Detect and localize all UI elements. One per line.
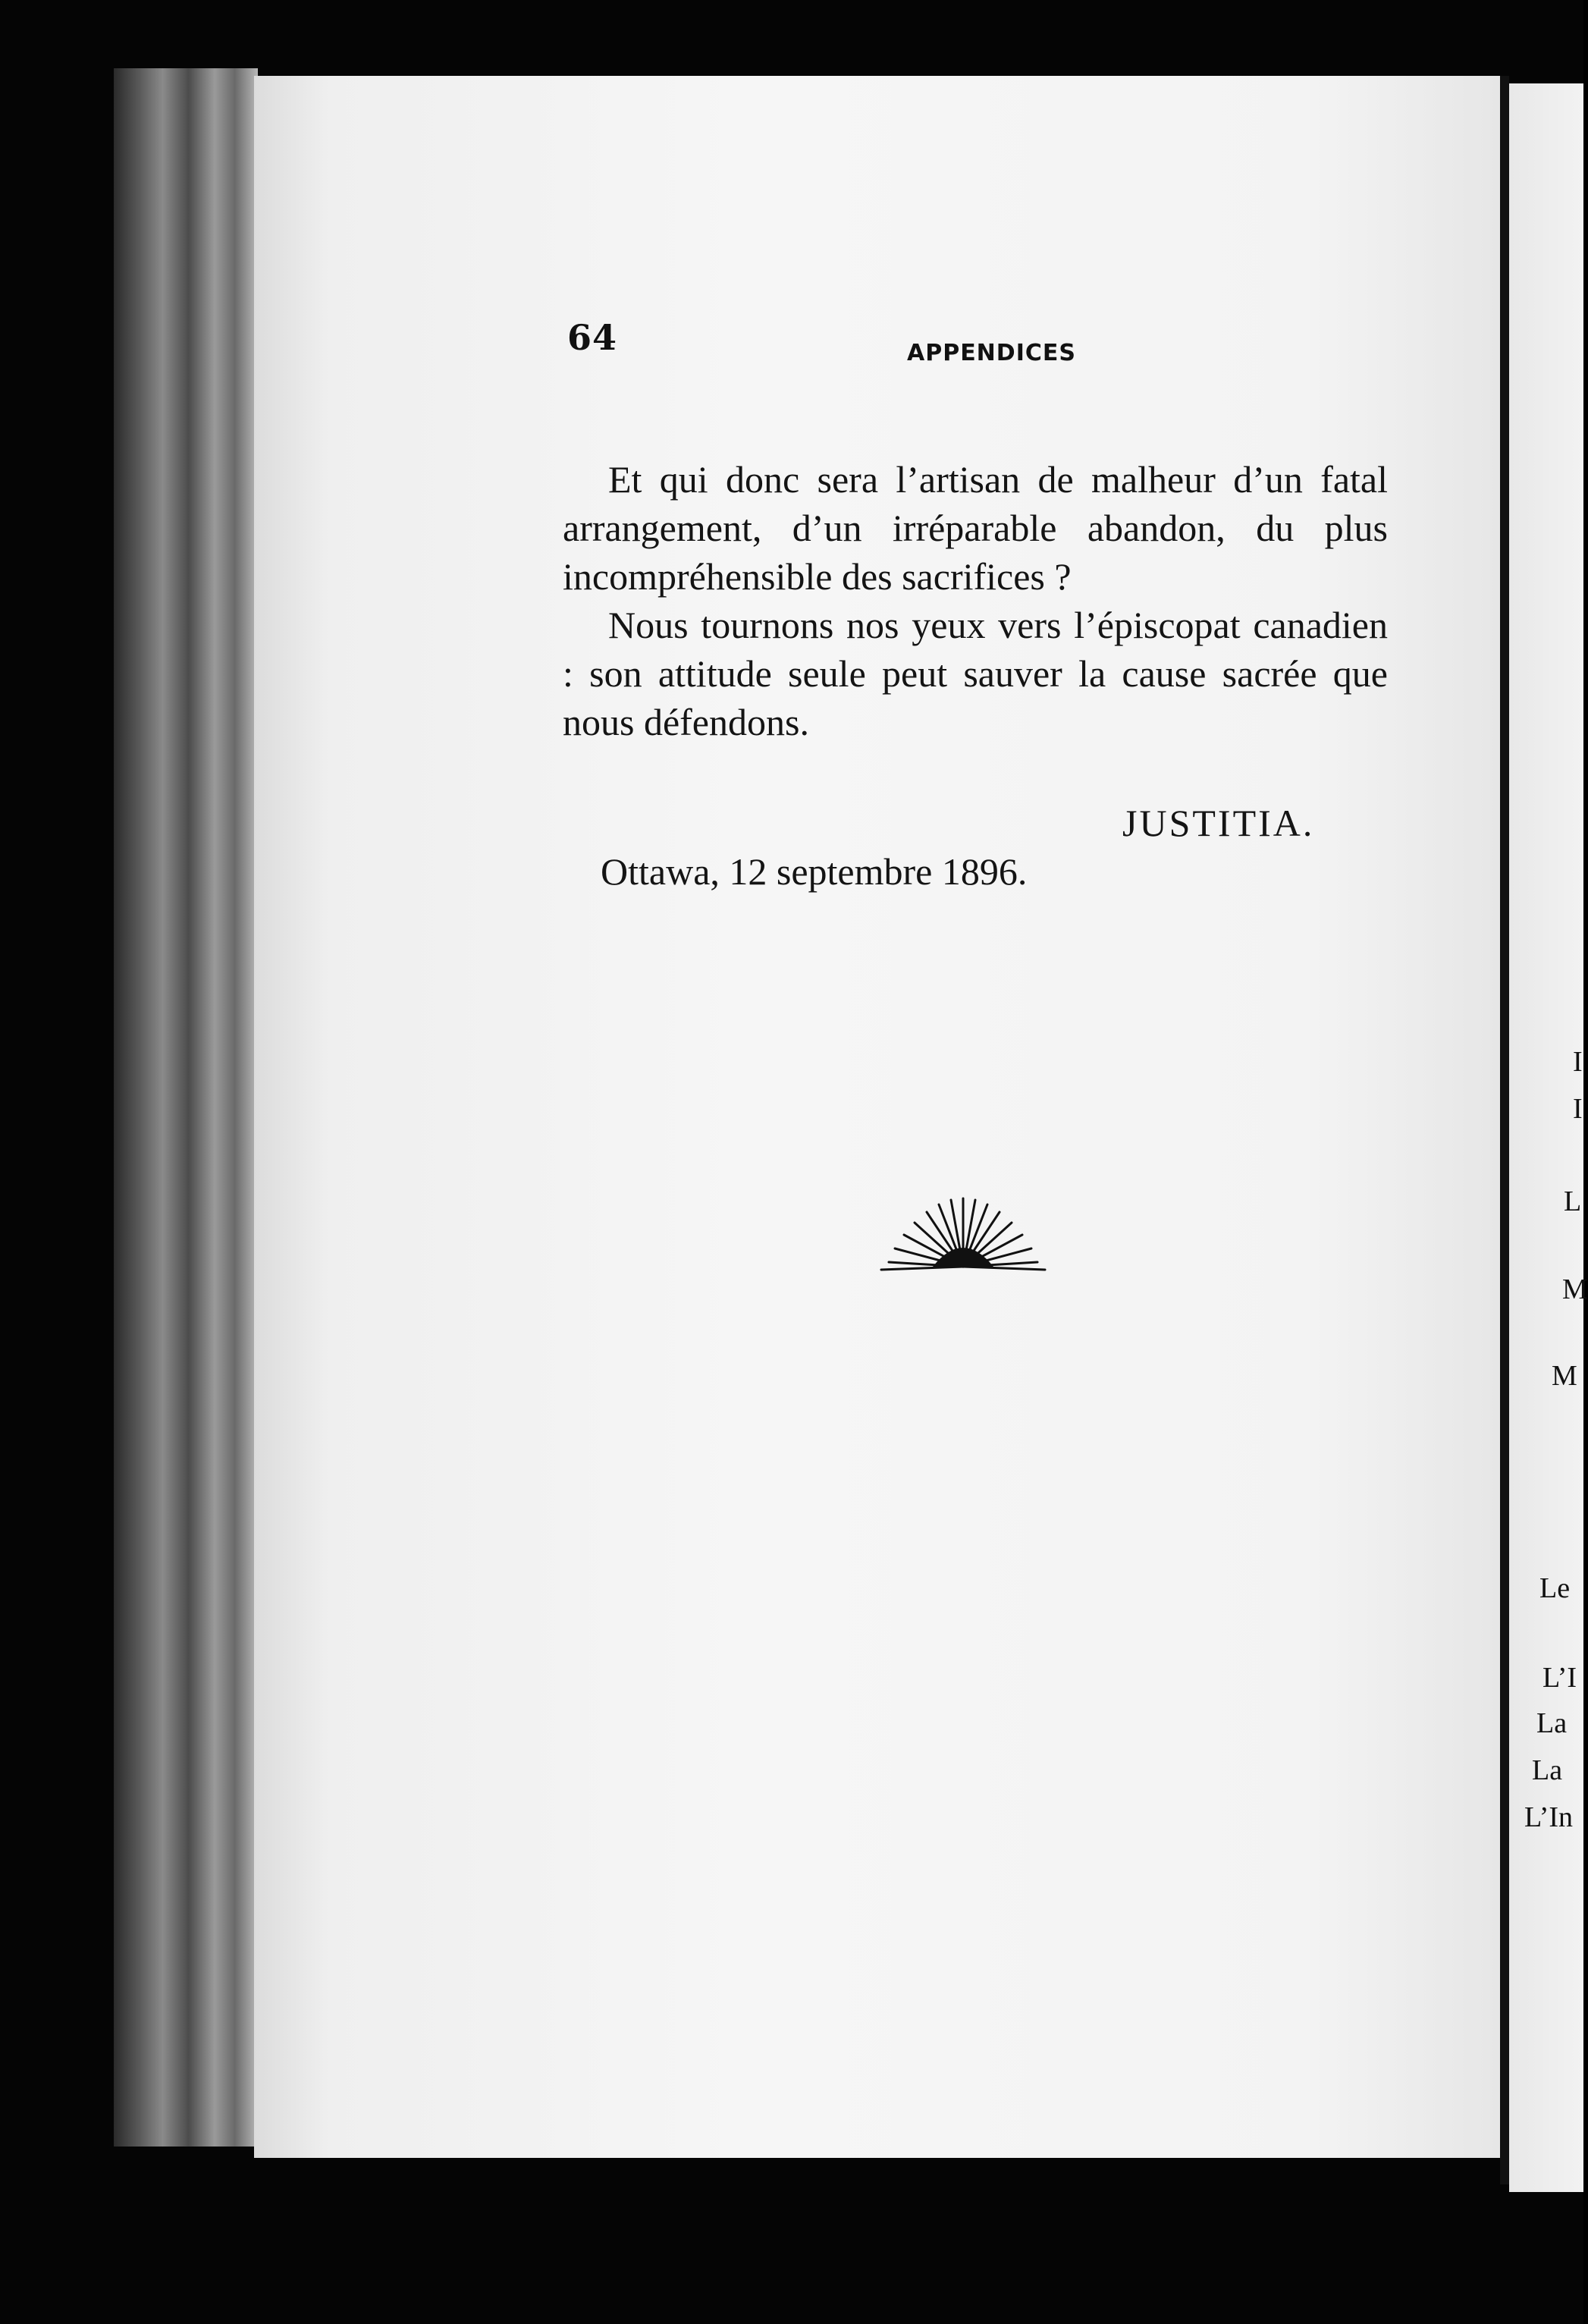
right-page-edge: [1509, 83, 1583, 2192]
body-text: [563, 455, 1388, 746]
paragraph: Nous tournons nos yeux vers l’épiscopat canadien : son attitude seule peut sauver la cause sacrée que nous défendons.: [563, 604, 1388, 743]
page-number: 64: [567, 317, 618, 358]
paragraph: Et qui donc sera l’artisan de malheur d’un fatal arrangement, d’un irréparable abandon, du plus incompréhensible des sacrifices ?: [563, 458, 1388, 598]
facing-page-fragment: L: [1564, 1186, 1582, 1217]
book-spine: [114, 68, 258, 2147]
facing-page-fragment: M: [1562, 1273, 1588, 1305]
facing-page-fragment: L’In: [1524, 1801, 1574, 1833]
signature: JUSTITIA.: [1122, 802, 1315, 844]
page-gutter: [1500, 76, 1509, 2184]
facing-page-fragment: L’I: [1542, 1662, 1577, 1694]
fan-ornament-icon: [872, 1183, 1054, 1274]
dateline: Ottawa, 12 septembre 1896.: [601, 850, 1028, 893]
facing-page-fragment: Le: [1539, 1572, 1571, 1604]
left-page: [254, 76, 1502, 2158]
running-title: APPENDICES: [907, 340, 1076, 366]
facing-page-fragment: I: [1573, 1046, 1583, 1078]
facing-page-fragment: La: [1536, 1707, 1568, 1739]
facing-page-fragment: M: [1552, 1360, 1577, 1392]
facing-page-fragment: La: [1532, 1754, 1563, 1786]
facing-page-fragment: I: [1573, 1093, 1583, 1125]
